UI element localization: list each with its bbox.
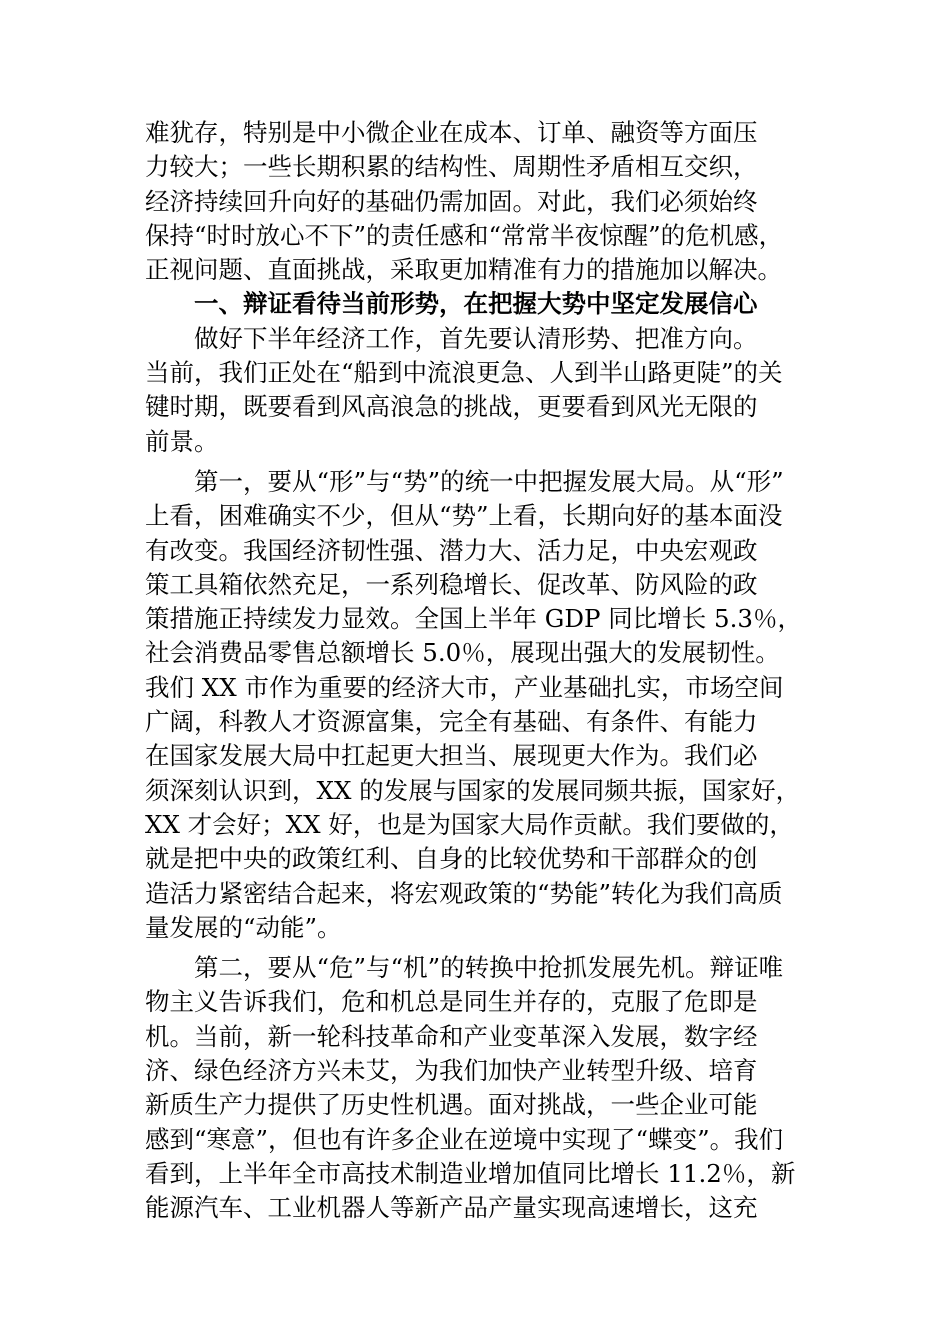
text-line: 正视问题、直面挑战，采取更加精准有力的措施加以解决。 — [145, 255, 782, 285]
text-line: 我们 XX 市作为重要的经济大市，产业基础扎实，市场空间 — [145, 672, 784, 702]
text-line: 前景。 — [145, 426, 219, 456]
body-paragraph — [145, 322, 835, 459]
text-line: 力较大；一些长期积累的结构性、周期性矛盾相互交织， — [145, 152, 758, 182]
text-line: 看到，上半年全市高技术制造业增加值同比增长 11.2％，新 — [145, 1158, 796, 1188]
text-line: 保持“时时放心不下”的责任感和“常常半夜惊醒”的危机感， — [145, 220, 784, 250]
text-line: 有改变。我国经济韧性强、潜力大、活力足，中央宏观政 — [145, 535, 758, 565]
text-line: 能源汽车、工业机器人等新产品产量实现高速增长，这充 — [145, 1193, 758, 1223]
text-line: 第二，要从“危”与“机”的转换中抢抓发展先机。辩证唯 — [194, 953, 784, 983]
text-line: 就是把中央的政策红利、自身的比较优势和干部群众的创 — [145, 844, 758, 874]
text-line: 广阔，科教人才资源富集，完全有基础、有条件、有能力 — [145, 707, 758, 737]
text-line: XX 才会好；XX 好，也是为国家大局作贡献。我们要做的， — [145, 809, 794, 839]
body-paragraph — [145, 951, 835, 1225]
text-line: 感到“寒意”，但也有许多企业在逆境中实现了“蝶变”。我们 — [145, 1124, 784, 1154]
text-line: 上看，困难确实不少，但从“势”上看，长期向好的基本面没 — [145, 501, 783, 531]
text-line: 第一，要从“形”与“势”的统一中把握发展大局。从“形” — [194, 466, 784, 496]
body-paragraph — [145, 116, 835, 287]
document-body — [145, 116, 835, 1226]
text-line: 策工具箱依然充足，一系列稳增长、促改革、防风险的政 — [145, 569, 758, 599]
text-line: 量发展的“动能”。 — [145, 912, 342, 942]
text-line: 社会消费品零售总额增长 5.0％，展现出强大的发展韧性。 — [145, 638, 780, 668]
text-line: 须深刻认识到，XX 的发展与国家的发展同频共振，国家好， — [145, 775, 801, 805]
text-line: 新质生产力提供了历史性机遇。面对挑战，一些企业可能 — [145, 1090, 758, 1120]
text-line: 当前，我们正处在“船到中流浪更急、人到半山路更陡”的关 — [145, 358, 783, 388]
text-line: 物主义告诉我们，危和机总是同生并存的，克服了危即是 — [145, 987, 758, 1017]
text-line: 策措施正持续发力显效。全国上半年 GDP 同比增长 5.3％， — [145, 604, 803, 634]
text-line: 造活力紧密结合起来，将宏观政策的“势能”转化为我们高质 — [145, 878, 783, 908]
text-line: 机。当前，新一轮科技革命和产业变革深入发展，数字经 — [145, 1021, 758, 1051]
text-line: 一、辩证看待当前形势，在把握大势中坚定发展信心 — [194, 289, 758, 319]
text-line: 济、绿色经济方兴未艾，为我们加快产业转型升级、培育 — [145, 1056, 758, 1086]
section-heading — [145, 287, 835, 321]
text-line: 键时期，既要看到风高浪急的挑战，更要看到风光无限的 — [145, 392, 758, 422]
text-line: 难犹存，特别是中小微企业在成本、订单、融资等方面压 — [145, 118, 758, 147]
body-paragraph — [145, 465, 835, 945]
text-line: 做好下半年经济工作，首先要认清形势、把准方向。 — [194, 323, 758, 353]
text-line: 在国家发展大局中扛起更大担当、展现更大作为。我们必 — [145, 741, 758, 771]
text-line: 经济持续回升向好的基础仍需加固。对此，我们必须始终 — [145, 186, 758, 216]
